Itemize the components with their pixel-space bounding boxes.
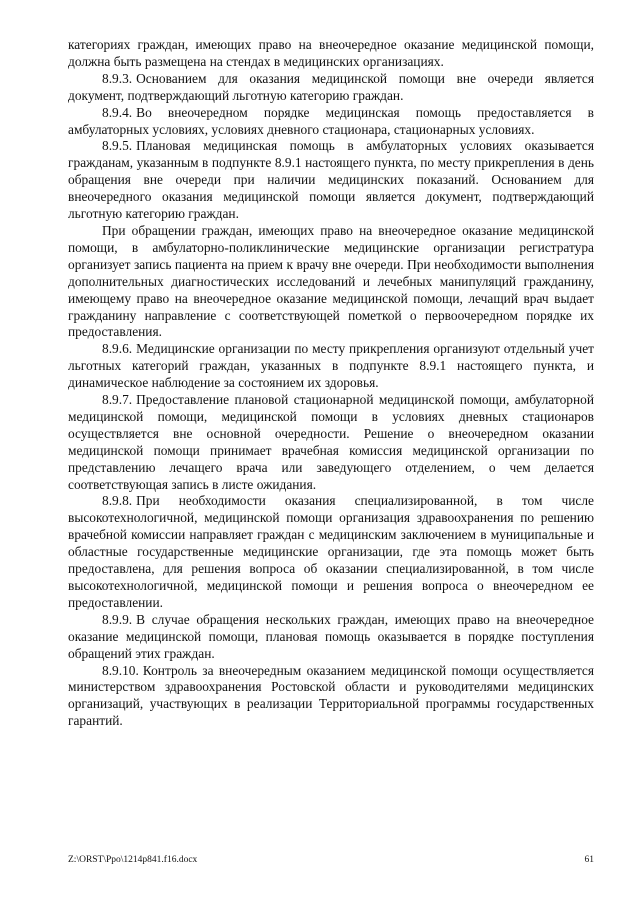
paragraph-text: категориях граждан, имеющих право на внеочередное оказание медицинской помощи, должна быть размещена на стендах в медицинских организациях. — [68, 37, 594, 69]
paragraph-continuation — [68, 37, 594, 71]
paragraph-text: Основанием для оказания медицинской помощи вне очереди является документ, подтверждающий льготную категорию граждан. — [68, 70, 594, 103]
paragraph-text: Во внеочередном порядке медицинская помощь предоставляется в амбулаторных условиях, условиях дневного стационара, стационарных условиях. — [68, 104, 594, 137]
paragraph-8-9-10 — [68, 663, 594, 731]
paragraph-8-9-7 — [68, 392, 594, 493]
paragraph-8-9-3 — [68, 71, 594, 105]
paragraph-8-9-6 — [68, 341, 594, 392]
paragraph-registration — [68, 223, 594, 341]
paragraph-text: Медицинские организации по месту прикрепления организуют отдельный учет льготных категорий граждан, указанных в подпункте 8.9.1 настоящего пункта, и динамическое наблюдение за состоянием их здоровья. — [68, 341, 594, 391]
paragraph-8-9-8 — [68, 493, 594, 611]
paragraph-number: 8.9.9. — [102, 611, 133, 627]
paragraph-8-9-4 — [68, 105, 594, 139]
paragraph-number: 8.9.6. — [102, 341, 133, 357]
paragraph-text: Предоставление плановой стационарной медицинской помощи, амбулаторной медицинской помощи, медицинской помощи в условиях дневных стационаров осуществляется вне основной очередности. Решение о внеочередном оказании медицинской помощи принимает врачебная комиссия медицинской организации по представлению лечащего врача или заведующего отделением, о чем делается соответствующая запись в листе ожидания. — [68, 392, 594, 492]
paragraph-text: При необходимости оказания специализированной, в том числе высокотехнологичной, медицинской помощи организация здравоохранения по решению врачебной комиссии направляет граждан с медицинским заключением в муниципальные и областные государственные медицинские организации, где эта помощь может быть предоставлена, для решения вопроса об оказании специализированной, в том числе высокотехнологичной, медицинской помощи и решения вопроса о внеочередном ее предоставлении. — [68, 493, 594, 610]
document-body — [68, 37, 594, 730]
file-path: Z:\ORST\Ppo\1214p841.f16.docx — [68, 855, 198, 865]
paragraph-number: 8.9.4. — [102, 104, 133, 120]
paragraph-number: 8.9.10. — [102, 662, 139, 678]
page-number: 61 — [584, 855, 594, 865]
paragraph-text: В случае обращения нескольких граждан, имеющих право на внеочередное оказание медицинской помощи, плановая помощь оказывается в порядке поступления обращений этих граждан. — [68, 611, 594, 661]
paragraph-number: 8.9.3. — [102, 70, 133, 86]
paragraph-number: 8.9.5. — [102, 138, 133, 154]
paragraph-text: При обращении граждан, имеющих право на внеочередное оказание медицинской помощи, в амбулаторно-поликлинические медицинские организации регистратура организует запись пациента на прием к врачу вне очереди. При необходимости выполнения дополнительных диагностических исследований и лечебных манипуляций гражданину, имеющему право на внеочередное оказание медицинской помощи, лечащий врач выдает гражданину направление с соответствующей пометкой о первоочередном порядке их предоставления. — [68, 222, 594, 340]
paragraph-number: 8.9.8. — [102, 493, 133, 509]
paragraph-8-9-5 — [68, 138, 594, 223]
paragraph-text: Контроль за внеочередным оказанием медицинской помощи осуществляется министерством здравоохранения Ростовской области и руководителями медицинских организаций, участвующих в реализации Территориальной программы государственных гарантий. — [68, 662, 594, 729]
paragraph-number: 8.9.7. — [102, 392, 133, 408]
paragraph-text: Плановая медицинская помощь в амбулаторных условиях оказывается гражданам, указанным в подпункте 8.9.1 настоящего пункта, по месту прикрепления в день обращения вне очереди при наличии медицинских показаний. Основанием для внеочередного оказания медицинской помощи является документ, подтверждающий льготную категорию граждан. — [68, 138, 594, 222]
paragraph-8-9-9 — [68, 612, 594, 663]
